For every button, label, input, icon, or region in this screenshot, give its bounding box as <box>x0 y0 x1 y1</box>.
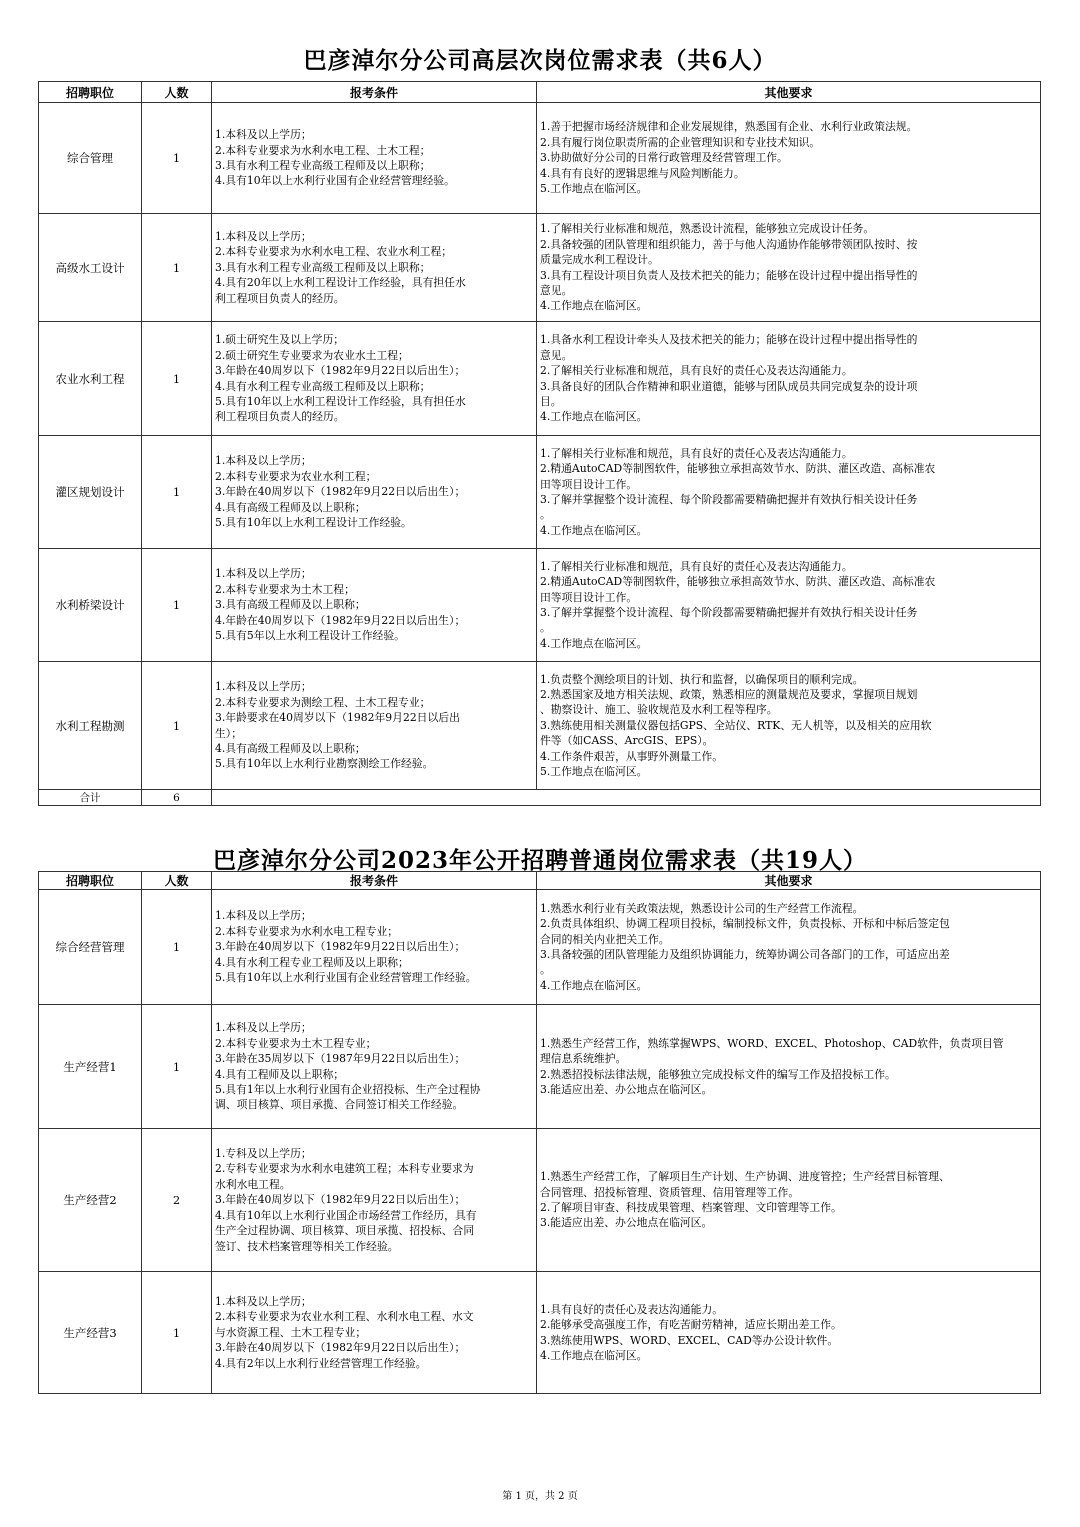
conditions-cell <box>212 1005 537 1129</box>
conditions-line: 2.硕士研究生专业要求为农业水土工程； <box>215 348 409 362</box>
conditions-line: 1.本科及以上学历； <box>215 1294 312 1308</box>
conditions-cell <box>212 103 537 214</box>
others-line: 合同的相关内业把关工作。 <box>540 932 670 946</box>
conditions-line: 1.本科及以上学历； <box>215 567 312 581</box>
others-line: 件等（如CASS、ArcGIS、EPS）。 <box>540 734 714 748</box>
conditions-line: 3.年龄在40周岁以下（1982年9月22日以后出生）； <box>215 940 466 954</box>
conditions-line: 4.具有高级工程师及以上职称； <box>215 741 366 755</box>
conditions-line: 3.具有高级工程师及以上职称； <box>215 598 366 612</box>
others-line: 意见。 <box>540 348 573 362</box>
others-cell <box>537 1129 1041 1272</box>
conditions-line: 生）； <box>215 726 242 740</box>
table-row <box>39 549 1041 662</box>
conditions-line: 5.具有1年以上水利行业国有企业招投标、生产全过程协 <box>215 1082 481 1096</box>
conditions-line: 5.具有10年以上水利行业国有企业经营管理工作经验。 <box>215 971 477 985</box>
conditions-cell <box>212 322 537 436</box>
table-row <box>39 1272 1041 1394</box>
table-row <box>39 214 1041 322</box>
conditions-cell <box>212 214 537 322</box>
others-line: 4.工作地点在临河区。 <box>540 410 648 424</box>
conditions-line: 利工程项目负责人的经历。 <box>215 410 345 424</box>
others-line: 2.熟悉招投标法律法规，能够独立完成投标文件的编写工作及招投标工作。 <box>540 1067 896 1081</box>
others-line: 2.了解项目审查、科技成果管理、档案管理、文印管理等工作。 <box>540 1201 842 1214</box>
conditions-line: 2.本科专业要求为土木工程； <box>215 582 355 596</box>
others-cell <box>537 890 1041 1005</box>
conditions-line: 2.本科专业要求为农业水利工程； <box>215 469 377 483</box>
table-row <box>39 1005 1041 1129</box>
others-line: 2.具有履行岗位职责所需的企业管理知识和专业技术知识。 <box>540 135 821 149</box>
others-line: 3.协助做好分公司的日常行政管理及经营管理工作。 <box>540 151 788 165</box>
conditions-line: 4.具有20年以上水利工程设计工作经验，具有担任水 <box>215 276 466 290</box>
position-cell: 灌区规划设计 <box>39 436 142 549</box>
total-label: 合计 <box>39 790 142 806</box>
conditions-line: 4.具有2年以上水利行业经营管理工作经验。 <box>215 1356 427 1370</box>
count-cell: 1 <box>142 436 212 549</box>
conditions-line: 2.本科专业要求为水利水电工程专业； <box>215 924 399 938</box>
others-line: 3.了解并掌握整个设计流程、每个阶段都需要精确把握并有效执行相关设计任务 <box>540 493 918 506</box>
others-line: 2.具备较强的团队管理和组织能力，善于与他人沟通协作能够带领团队按时、按 <box>540 237 918 251</box>
table-row <box>39 662 1041 790</box>
others-line: 4.工作地点在临河区。 <box>540 523 648 537</box>
others-line: 3.具有工程设计项目负责人及技术把关的能力；能够在设计过程中提出指导性的 <box>540 268 918 282</box>
others-line: 3.了解并掌握整个设计流程、每个阶段都需要精确把握并有效执行相关设计任务 <box>540 606 918 619</box>
position-cell: 生产经营1 <box>39 1005 142 1129</box>
others-line: 。 <box>540 621 551 635</box>
header-position: 招聘职位 <box>39 82 142 103</box>
others-line: 3.能适应出差、办公地点在临河区。 <box>540 1216 713 1230</box>
conditions-line: 1.硕士研究生及以上学历； <box>215 333 345 347</box>
header-conditions: 报考条件 <box>212 82 537 103</box>
conditions-line: 4.具有水利工程专业工程师及以上职称； <box>215 955 409 969</box>
header-position: 招聘职位 <box>39 872 142 890</box>
others-line: 1.熟悉水利行业有关政策法规，熟悉设计公司的生产经营工作流程。 <box>540 901 864 915</box>
conditions-line: 水利水电工程。 <box>215 1177 291 1191</box>
others-cell <box>537 662 1041 790</box>
count-cell: 1 <box>142 103 212 214</box>
conditions-line: 3.年龄在35周岁以下（1987年9月22日以后出生）； <box>215 1052 466 1066</box>
conditions-line: 4.具有10年以上水利行业国有企业经营管理经验。 <box>215 174 455 188</box>
conditions-line: 3.具有水利工程专业高级工程师及以上职称； <box>215 159 431 172</box>
count-cell: 2 <box>142 1129 212 1272</box>
table1 <box>38 81 1041 806</box>
conditions-line: 2.本科专业要求为水利水电工程、农业水利工程； <box>215 245 453 259</box>
position-cell: 综合经营管理 <box>39 890 142 1005</box>
conditions-line: 签订、技术档案管理等相关工作经验。 <box>215 1239 399 1253</box>
others-line: 4.具有有良好的逻辑思维与风险判断能力。 <box>540 166 745 180</box>
others-cell <box>537 103 1041 214</box>
conditions-line: 4.具有工程师及以上职称； <box>215 1067 345 1081</box>
conditions-line: 5.具有10年以上水利工程设计工作经验。 <box>215 516 412 530</box>
others-line: 2.熟悉国家及地方相关法规、政策，熟悉相应的测量规范及要求，掌握项目规划 <box>540 687 918 701</box>
conditions-line: 3.年龄在40周岁以下（1982年9月22日以后出生）； <box>215 364 466 378</box>
others-line: 2.负责具体组织、协调工程项目投标，编制投标文件，负责投标、开标和中标后签定包 <box>540 917 950 931</box>
others-line: 。 <box>540 963 551 977</box>
others-line: 2.能够承受高强度工作，有吃苦耐劳精神，适应长期出差工作。 <box>540 1318 842 1332</box>
conditions-line: 2.本科专业要求为农业水利工程、水利水电工程、水文 <box>215 1310 474 1324</box>
header-others: 其他要求 <box>537 82 1041 103</box>
position-cell: 生产经营3 <box>39 1272 142 1394</box>
conditions-line: 3.年龄在40周岁以下（1982年9月22日以后出生）； <box>215 1193 466 1207</box>
conditions-line: 4.具有水利工程专业高级工程师及以上职称； <box>215 379 431 393</box>
table-row <box>39 322 1041 436</box>
others-line: 2.了解相关行业标准和规范，具有良好的责任心及表达沟通能力。 <box>540 364 853 378</box>
others-line: 田等项目设计工作。 <box>540 477 638 491</box>
others-cell <box>537 1005 1041 1129</box>
conditions-line: 1.本科及以上学历； <box>215 1021 312 1035</box>
table-row <box>39 890 1041 1005</box>
conditions-line: 4.年龄在40周岁以下（1982年9月22日以后出生）； <box>215 613 466 627</box>
table-row <box>39 103 1041 214</box>
others-line: 、勘察设计、施工、验收规范及水利工程等程序。 <box>540 703 778 717</box>
table1-title: 巴彦淖尔分公司高层次岗位需求表（共6人） <box>303 47 777 74</box>
conditions-line: 1.专科及以上学历； <box>215 1147 312 1161</box>
conditions-line: 1.本科及以上学历； <box>215 909 312 923</box>
others-cell <box>537 549 1041 662</box>
total-row <box>39 790 1041 806</box>
others-line: 4.工作地点在临河区。 <box>540 1348 648 1362</box>
others-line: 3.能适应出差、办公地点在临河区。 <box>540 1082 713 1096</box>
others-line: 3.具备较强的团队管理能力及组织协调能力，统筹协调公司各部门的工作，可适应出差 <box>540 948 950 961</box>
conditions-line: 利工程项目负责人的经历。 <box>215 291 345 305</box>
others-line: 3.具备良好的团队合作精神和职业道德，能够与团队成员共同完成复杂的设计项 <box>540 379 918 393</box>
others-line: 1.熟悉生产经营工作，了解项目生产计划、生产协调、进度管控；生产经营目标管理、 <box>540 1170 950 1184</box>
conditions-line: 3.年龄在40周岁以下（1982年9月22日以后出生）； <box>215 485 466 499</box>
others-line: 4.工作条件艰苦，从事野外测量工作。 <box>540 749 724 763</box>
position-cell: 综合管理 <box>39 103 142 214</box>
count-cell: 1 <box>142 890 212 1005</box>
position-cell: 水利桥梁设计 <box>39 549 142 662</box>
table2 <box>38 871 1041 1394</box>
header-conditions: 报考条件 <box>212 872 537 890</box>
conditions-line: 1.本科及以上学历； <box>215 229 312 243</box>
position-cell: 高级水工设计 <box>39 214 142 322</box>
conditions-line: 5.具有10年以上水利行业勘察测绘工作经验。 <box>215 757 434 771</box>
count-cell: 1 <box>142 214 212 322</box>
others-line: 5.工作地点在临河区。 <box>540 765 648 779</box>
conditions-line: 3.年龄要求在40周岁以下（1982年9月22日以后出 <box>215 711 460 725</box>
total-empty <box>212 790 1041 806</box>
others-line: 1.了解相关行业标准和规范，具有良好的责任心及表达沟通能力。 <box>540 446 853 460</box>
conditions-line: 4.具有高级工程师及以上职称； <box>215 500 366 514</box>
conditions-line: 1.本科及以上学历； <box>215 680 312 694</box>
position-cell: 生产经营2 <box>39 1129 142 1272</box>
others-line: 意见。 <box>540 283 573 297</box>
conditions-cell <box>212 890 537 1005</box>
position-cell: 水利工程勘测 <box>39 662 142 790</box>
conditions-cell <box>212 549 537 662</box>
conditions-line: 调、项目核算、项目承揽、合同签订相关工作经验。 <box>215 1098 464 1112</box>
conditions-line: 2.本科专业要求为测绘工程、土木工程专业； <box>215 695 431 709</box>
page-footer: 第 1 页，共 2 页 <box>502 1491 578 1502</box>
count-cell: 1 <box>142 1005 212 1129</box>
others-line: 1.了解相关行业标准和规范，具有良好的责任心及表达沟通能力。 <box>540 559 853 573</box>
others-cell <box>537 1272 1041 1394</box>
others-line: 2.精通AutoCAD等制图软件，能够独立承担高效节水、防洪、灌区改造、高标准农 <box>540 575 936 589</box>
conditions-line: 1.本科及以上学历； <box>215 128 312 142</box>
others-line: 1.熟悉生产经营工作，熟练掌握WPS、WORD、EXCEL、Photoshop、CAD软件，负责项目管 <box>540 1036 1004 1050</box>
table-row <box>39 436 1041 549</box>
conditions-line: 4.具有10年以上水利行业国企市场经营工作经历，具有 <box>215 1208 477 1222</box>
header-count: 人数 <box>142 872 212 890</box>
others-line: 1.负责整个测绘项目的计划、执行和监督，以确保项目的顺利完成。 <box>540 672 864 686</box>
conditions-line: 5.具有5年以上水利工程设计工作经验。 <box>215 629 405 643</box>
header-others: 其他要求 <box>537 872 1041 890</box>
others-cell <box>537 214 1041 322</box>
conditions-cell <box>212 436 537 549</box>
header-count: 人数 <box>142 82 212 103</box>
others-line: 田等项目设计工作。 <box>540 590 638 604</box>
others-line: 1.具备水利工程设计牵头人及技术把关的能力；能够在设计过程中提出指导性的 <box>540 333 918 347</box>
others-cell <box>537 436 1041 549</box>
others-line: 2.精通AutoCAD等制图软件，能够独立承担高效节水、防洪、灌区改造、高标准农 <box>540 462 936 476</box>
conditions-line: 1.本科及以上学历； <box>215 454 312 468</box>
conditions-line: 3.年龄在40周岁以下（1982年9月22日以后出生）； <box>215 1341 466 1355</box>
others-line: 1.具有良好的责任心及表达沟通能力。 <box>540 1302 724 1316</box>
conditions-line: 2.本科专业要求为水利水电工程、土木工程； <box>215 143 431 157</box>
conditions-line: 与水资源工程、土木工程专业； <box>215 1325 367 1339</box>
others-line: 4.工作地点在临河区。 <box>540 636 648 650</box>
others-line: 4.工作地点在临河区。 <box>540 299 648 313</box>
others-line: 1.了解相关行业标准和规范，熟悉设计流程，能够独立完成设计任务。 <box>540 222 875 236</box>
conditions-cell <box>212 662 537 790</box>
conditions-cell <box>212 1272 537 1394</box>
others-line: 3.熟练使用相关测量仪器包括GPS、全站仪、RTK、无人机等，以及相关的应用软 <box>540 718 932 732</box>
conditions-line: 5.具有10年以上水利工程设计工作经验，具有担任水 <box>215 394 466 408</box>
count-cell: 1 <box>142 662 212 790</box>
others-cell <box>537 322 1041 436</box>
others-line: 目。 <box>540 394 562 408</box>
conditions-line: 2.专科专业要求为水利水电建筑工程；本科专业要求为 <box>215 1162 474 1176</box>
conditions-line: 2.本科专业要求为土木工程专业； <box>215 1036 377 1050</box>
others-line: 1.善于把握市场经济规律和企业发展规律，熟悉国有企业、水利行业政策法规。 <box>540 120 918 134</box>
count-cell: 1 <box>142 322 212 436</box>
others-line: 质量完成水利工程设计。 <box>540 253 659 267</box>
others-line: 合同管理、招投标管理、资质管理、信用管理等工作。 <box>540 1185 800 1199</box>
others-line: 。 <box>540 508 551 522</box>
others-line: 5.工作地点在临河区。 <box>540 182 648 196</box>
table2-title: 巴彦淖尔分公司2023年公开招聘普通岗位需求表（共19人） <box>212 847 868 874</box>
conditions-line: 3.具有水利工程专业高级工程师及以上职称； <box>215 260 431 274</box>
count-cell: 1 <box>142 1272 212 1394</box>
total-value: 6 <box>142 790 212 806</box>
others-line: 理信息系统维护。 <box>540 1052 627 1066</box>
others-line: 4.工作地点在临河区。 <box>540 978 648 992</box>
count-cell: 1 <box>142 549 212 662</box>
conditions-cell <box>212 1129 537 1272</box>
others-line: 3.熟练使用WPS、WORD、EXCEL、CAD等办公设计软件。 <box>540 1333 839 1347</box>
table-row <box>39 1129 1041 1272</box>
position-cell: 农业水利工程 <box>39 322 142 436</box>
conditions-line: 生产全过程协调、项目核算、项目承揽、招投标、合同 <box>215 1224 475 1238</box>
